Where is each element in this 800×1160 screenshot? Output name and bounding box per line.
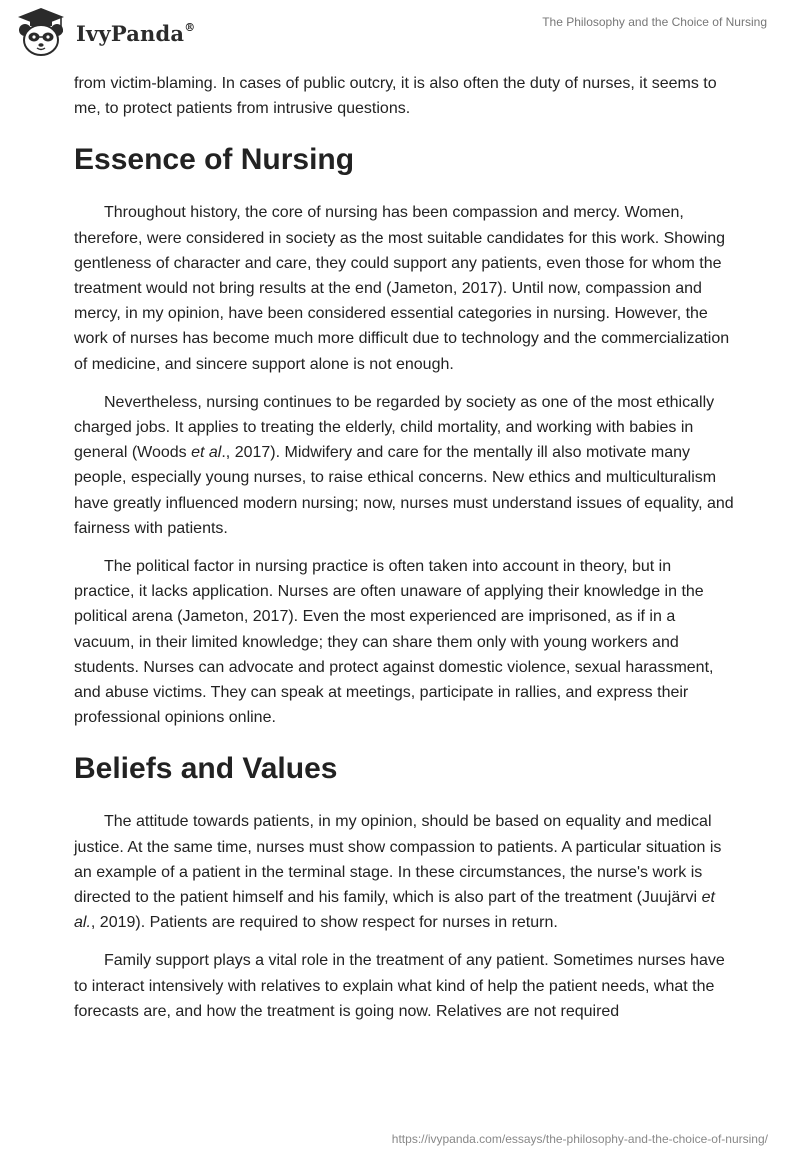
page-header — [0, 0, 800, 64]
panda-graduate-logo-icon[interactable] — [14, 6, 68, 58]
paragraph — [74, 809, 734, 935]
text-run: Nevertheless, nursing continues to be regarded by society as one of the most ethically charged jobs. It applies to treating the elderly, child mortality, and working with babies in general (Woods — [74, 393, 715, 462]
section-heading-beliefs: Beliefs and Values — [74, 752, 338, 786]
section-heading-essence: Essence of Nursing — [74, 143, 355, 177]
paragraph: Throughout history, the core of nursing has been compassion and mercy. Women, therefore, were considered in society as the most suitable candidates for this work. Showing gentleness of character and care, they could support any patients, even those for whom the treatment would not bring results at the end (Jameton, 2017). Until now, compassion and mercy, in my opinion, have been considered essential categories in nursing. However, the work of nurses has become much more difficult due to technology and the commercialization of medicine, and sincere support alone is not enough. — [74, 204, 730, 373]
paragraph: Family support plays a vital role in the treatment of any patient. Sometimes nurses have to interact intensively with relatives to explain what kind of help the patient needs, what the forecasts are, and how the treatment is going now. Relatives are not required — [74, 952, 725, 1020]
italic-citation: et al. — [74, 889, 715, 932]
text-run: , 2019). Patients are required to show respect for nurses in return. — [90, 914, 558, 932]
brand-text: IvyPanda — [76, 21, 185, 46]
text-run: The attitude towards patients, in my opinion, should be based on equality and medical justice. At the same time, nurses must show compassion to patients. A particular situation is an example of a patient in the terminal stage. In these circumstances, the nurse's work is directed to the patient himself and his family, which is also part of the treatment (Juujärvi — [74, 813, 722, 907]
brand-name[interactable] — [76, 21, 195, 46]
paragraph — [74, 390, 734, 541]
registered-mark: ® — [184, 21, 196, 34]
essay-content — [74, 71, 734, 1037]
footer-url[interactable]: https://ivypanda.com/essays/the-philosophy-and-the-choice-of-nursing/ — [391, 1132, 768, 1146]
document-title: The Philosophy and the Choice of Nursing — [542, 15, 767, 29]
paragraph: The political factor in nursing practice is often taken into account in theory, but in practice, it lacks application. Nurses are often unaware of applying their knowledge in the political arena (Jameton, 2017). Even the most experienced are imprisoned, as if in a vacuum, in their limited knowledge; they can share them only with young workers and students. Nurses can advocate and protect against domestic violence, sexual harassment, and abuse victims. They can speak at meetings, participate in rallies, and express their professional opinions online. — [74, 558, 714, 727]
italic-citation: et al — [191, 444, 222, 462]
intro-paragraph: from victim-blaming. In cases of public outcry, it is also often the duty of nurses, it seems to me, to protect patients from intrusive questions. — [74, 75, 717, 118]
text-run: ., 2017). Midwifery and care for the mentally ill also motivate many people, especially young nurses, to raise ethical concerns. New ethics and multiculturalism have greatly influenced modern nursing; now, nurses must understand issues of equality, and fairness with patients. — [74, 444, 734, 537]
